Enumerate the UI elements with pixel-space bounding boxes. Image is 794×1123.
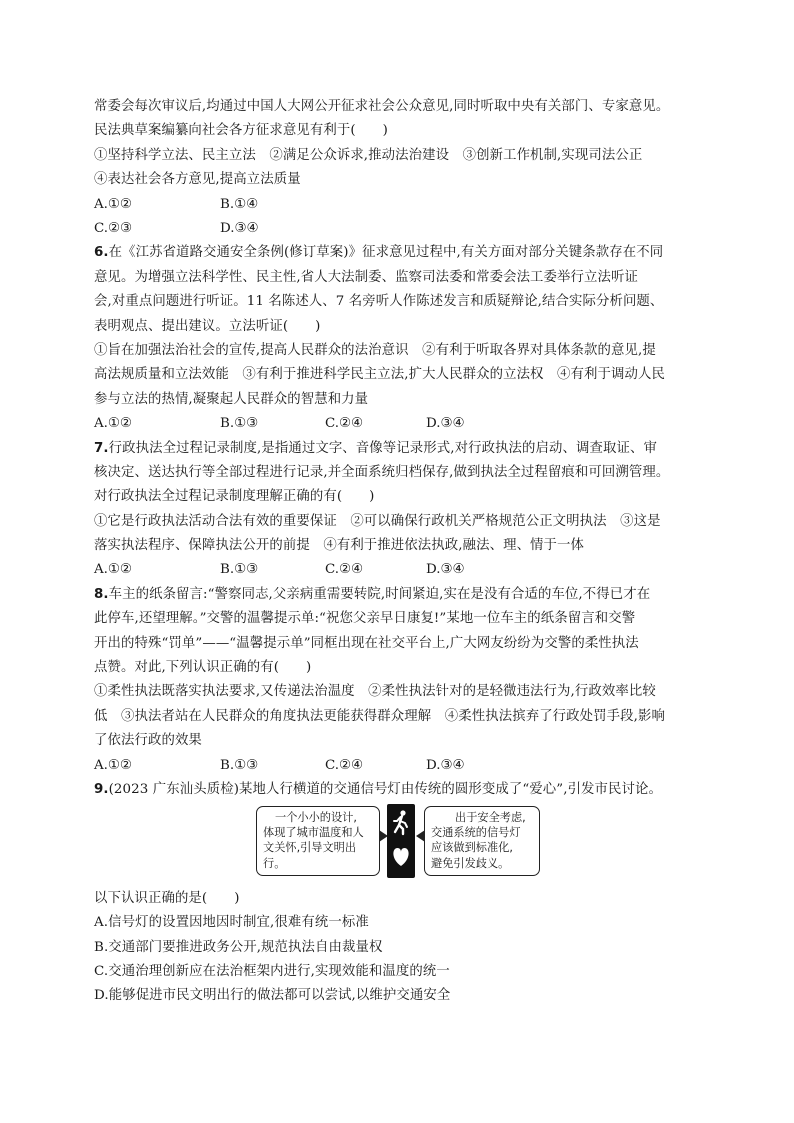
q6-statements-line: 参与立法的热情,凝聚起人民群众的智慧和力量 xyxy=(94,392,369,407)
q6-option-a[interactable]: A.①② xyxy=(94,416,132,431)
heart-icon xyxy=(393,848,408,866)
q5-option-d[interactable]: D.③④ xyxy=(220,221,259,236)
q6-option-c[interactable]: C.②④ xyxy=(325,416,364,431)
bubble-text-line: 应该做到标准化, xyxy=(431,841,513,855)
q8-text-line: 此停车,还望理解。”交警的温馨提示单:“祝您父亲早日康复!”某地一位车主的纸条留言和交警 xyxy=(94,611,636,626)
q7-text-line xyxy=(94,440,657,458)
q9-option-b[interactable]: B.交通部门要推进政务公开,规范执法自由裁量权 xyxy=(94,940,383,955)
q6-text-line: 意见。为增强立法科学性、民主性,省人大法制委、监察司法委和常委会法工委举行立法听证 xyxy=(94,270,638,285)
q7-statements-line: 落实执法程序、保障执法公开的前提 ④有利于推进依法执政,融法、理、情于一体 xyxy=(94,538,585,553)
bubble-text-line: 避免引发歧义。 xyxy=(431,856,510,870)
q8-text-line xyxy=(94,586,650,604)
q8-option-c[interactable]: C.②④ xyxy=(325,758,364,773)
q9-number: 9. xyxy=(94,782,109,797)
q7-option-c[interactable]: C.②④ xyxy=(325,562,364,577)
q8-number: 8. xyxy=(94,587,109,602)
q5-option-b[interactable]: B.①④ xyxy=(220,197,259,212)
q7-option-b[interactable]: B.①③ xyxy=(220,562,259,577)
q6-option-d[interactable]: D.③④ xyxy=(426,416,465,431)
q9-option-d[interactable]: D.能够促进市民文明出行的做法都可以尝试,以维护交通安全 xyxy=(94,988,451,1003)
q6-statements-line: ①旨在加强法治社会的宣传,提高人民群众的法治意识 ②有利于听取各界对具体条款的意见,提 xyxy=(94,343,656,358)
q6-question-line: 表明观点、提出建议。立法听证( ) xyxy=(94,319,321,334)
q8-statements-line: 了依法行政的效果 xyxy=(94,733,202,748)
q6-number: 6. xyxy=(94,245,109,260)
q7-option-a[interactable]: A.①② xyxy=(94,562,132,577)
q7-option-d[interactable]: D.③④ xyxy=(426,562,465,577)
q7-question-line: 对行政执法全过程记录制度理解正确的有( ) xyxy=(94,489,375,504)
bubble-text-line: 交通系统的信号灯 xyxy=(431,826,521,840)
q5-option-c[interactable]: C.②③ xyxy=(94,221,133,236)
left-speech-bubble xyxy=(256,806,380,876)
q5-question-line: 民法典草案编纂向社会各方征求意见有利于( ) xyxy=(94,123,388,138)
bubble-text-line: 文关怀,引导文明出 xyxy=(263,841,357,855)
bubble-text-line: 出于安全考虑, xyxy=(455,811,526,824)
q7-number: 7. xyxy=(94,441,109,456)
q9-text-line xyxy=(94,781,662,799)
q6-option-b[interactable]: B.①③ xyxy=(220,416,259,431)
bubble-text-line: 一个小小的设计, xyxy=(275,811,357,824)
q5-text-line: 常委会每次审议后,均通过中国人大网公开征求社会公众意见,同时听取中央有关部门、专家意见。 xyxy=(94,99,670,114)
q9-option-a[interactable]: A.信号灯的设置因地因时制宜,很难有统一标准 xyxy=(94,915,369,930)
q7-text-line: 核决定、送达执行等全部过程进行记录,并全面系统归档保存,做到执法全过程留痕和可回溯管理。 xyxy=(94,465,670,480)
q6-text: 在《江苏省道路交通安全条例(修订草案)》征求意见过程中,有关方面对部分关键条款存在不同 xyxy=(108,245,664,260)
q5-option-a[interactable]: A.①② xyxy=(94,197,132,212)
q5-statements-line: ④表达社会各方意见,提高立法质量 xyxy=(94,172,301,187)
q8-option-b[interactable]: B.①③ xyxy=(220,758,259,773)
bubble-text-line: 体现了城市温度和人 xyxy=(263,826,364,840)
q9-figure xyxy=(256,806,540,878)
q6-statements-line: 高法规质量和立法效能 ③有利于推进科学民主立法,扩大人民群众的立法权 ④有利于调动人民 xyxy=(94,367,665,382)
q9-question-line: 以下认识正确的是( ) xyxy=(94,891,240,906)
q9-option-c[interactable]: C.交通治理创新应在法治框架内进行,实现效能和温度的统一 xyxy=(94,964,450,979)
traffic-signal xyxy=(387,804,415,878)
q8-statements-line: 低 ③执法者站在人民群众的角度执法更能获得群众理解 ④柔性执法摈弃了行政处罚手段,影响 xyxy=(94,709,665,724)
q9-text: (2023 广东汕头质检)某地人行横道的交通信号灯由传统的圆形变成了“爱心”,引发市民讨论。 xyxy=(108,782,662,797)
q6-text-line xyxy=(94,244,663,262)
q8-text: 车主的纸条留言:“警察同志,父亲病重需要转院,时间紧迫,实在是没有合适的车位,不得已才在 xyxy=(108,587,651,602)
q8-option-a[interactable]: A.①② xyxy=(94,758,132,773)
q8-statements-line: ①柔性执法既落实执法要求,又传递法治温度 ②柔性执法针对的是轻微违法行为,行政效率比较 xyxy=(94,684,656,699)
q5-statements-line: ①坚持科学立法、民主立法 ②满足公众诉求,推动法治建设 ③创新工作机制,实现司法公正 xyxy=(94,148,643,163)
right-speech-bubble xyxy=(424,806,540,876)
q7-text: 行政执法全过程记录制度,是指通过文字、音像等记录形式,对行政执法的启动、调查取证、审 xyxy=(108,441,657,456)
pedestrian-icon xyxy=(394,810,407,834)
q8-question-line: 点赞。对此,下列认识正确的有( ) xyxy=(94,660,312,675)
q6-text-line: 会,对重点问题进行听证。11 名陈述人、7 名旁听人作陈述发言和质疑辩论,结合实际分析问题、 xyxy=(94,294,664,309)
q8-text-line: 开出的特殊“罚单”——“温馨提示单”同框出现在社交平台上,广大网友纷纷为交警的柔性执法 xyxy=(94,636,639,651)
bubble-text-line: 行。 xyxy=(263,856,286,870)
q8-option-d[interactable]: D.③④ xyxy=(426,758,465,773)
q7-statements-line: ①它是行政执法活动合法有效的重要保证 ②可以确保行政机关严格规范公正文明执法 ③这是 xyxy=(94,514,661,529)
